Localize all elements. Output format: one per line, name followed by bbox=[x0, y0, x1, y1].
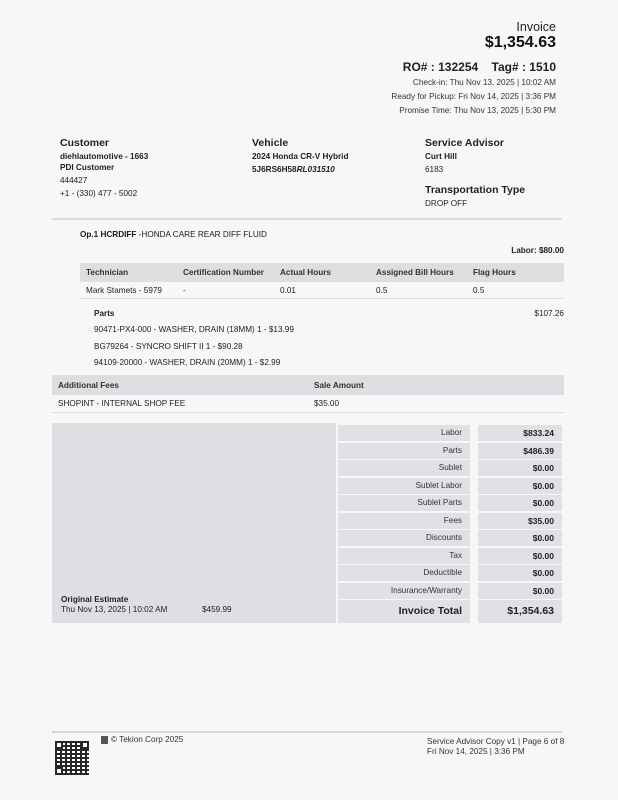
part-item: 90471-PX4-000 - WASHER, DRAIN (18MM) 1 - $13.99 bbox=[94, 325, 294, 334]
actual-hours: 0.01 bbox=[280, 286, 296, 295]
original-estimate-date: Thu Nov 13, 2025 | 10:02 AM bbox=[61, 605, 168, 614]
customer-phone: +1 - (330) 477 - 5002 bbox=[60, 189, 138, 198]
service-advisor-name: Curt Hill bbox=[425, 152, 457, 161]
summary-label: Sublet Labor bbox=[338, 478, 470, 494]
th-flag-hours: Flag Hours bbox=[473, 268, 516, 277]
summary-value: $0.00 bbox=[478, 478, 562, 494]
additional-fees-header bbox=[52, 375, 564, 395]
summary-label: Insurance/Warranty bbox=[338, 583, 470, 599]
summary-row bbox=[338, 565, 562, 581]
summary-label: Deductible bbox=[338, 565, 470, 581]
invoice-total-header: $1,354.63 bbox=[484, 34, 556, 51]
estimate-panel bbox=[52, 423, 336, 623]
operation-code: Op.1 HCRDIFF bbox=[80, 230, 137, 239]
summary-row bbox=[338, 530, 562, 546]
summary-row bbox=[338, 583, 562, 599]
vehicle-vin bbox=[252, 165, 335, 174]
vehicle-label: Vehicle bbox=[252, 137, 289, 149]
check-in-time: Check-in: Thu Nov 13, 2025 | 10:02 AM bbox=[412, 78, 556, 87]
service-advisor-label: Service Advisor bbox=[425, 137, 504, 149]
th-assigned-bill-hours: Assigned Bill Hours bbox=[376, 268, 454, 277]
customer-name: diehlautomotive - 1663 bbox=[60, 152, 149, 161]
summary-label: Sublet bbox=[338, 460, 470, 476]
original-estimate-label: Original Estimate bbox=[61, 595, 129, 604]
technician-name: Mark Stamets - 5979 bbox=[86, 286, 162, 295]
summary-label: Tax bbox=[338, 548, 470, 564]
summary-label: Labor bbox=[338, 425, 470, 441]
parts-label: Parts bbox=[94, 309, 115, 318]
vin-prefix: 5J6RS6H58 bbox=[252, 165, 297, 174]
parts-total: $107.26 bbox=[534, 309, 564, 318]
th-technician: Technician bbox=[86, 268, 129, 277]
vehicle-model: 2024 Honda CR-V Hybrid bbox=[252, 152, 349, 161]
th-actual-hours: Actual Hours bbox=[280, 268, 331, 277]
part-item: BG79264 - SYNCRO SHIFT II 1 - $90.28 bbox=[94, 342, 243, 351]
copy-info: Service Advisor Copy v1 | Page 6 of 8 bbox=[427, 737, 565, 746]
tekion-logo-icon bbox=[101, 736, 108, 744]
service-advisor-id: 6183 bbox=[425, 165, 444, 174]
summary-value: $833.24 bbox=[478, 425, 562, 441]
summary-value: $0.00 bbox=[478, 495, 562, 511]
operation-description: -HONDA CARE REAR DIFF FLUID bbox=[136, 230, 267, 239]
th-certification-number: Certification Number bbox=[183, 268, 264, 277]
th-sale-amount: Sale Amount bbox=[314, 381, 364, 390]
section-divider bbox=[52, 218, 562, 220]
fee-description: SHOPINT - INTERNAL SHOP FEE bbox=[58, 399, 186, 408]
summary-row bbox=[338, 548, 562, 564]
assigned-bill-hours: 0.5 bbox=[376, 286, 388, 295]
summary-value: $0.00 bbox=[478, 530, 562, 546]
summary-value: $0.00 bbox=[478, 565, 562, 581]
summary-value: $486.39 bbox=[478, 443, 562, 459]
summary-row bbox=[338, 495, 562, 511]
summary-label: Fees bbox=[338, 513, 470, 529]
summary-label: Sublet Parts bbox=[338, 495, 470, 511]
operation-labor: Labor: $80.00 bbox=[511, 246, 564, 255]
part-item: 94109-20000 - WASHER, DRAIN (20MM) 1 - $2.99 bbox=[94, 358, 281, 367]
footer-divider bbox=[52, 731, 562, 733]
summary-label: Parts bbox=[338, 443, 470, 459]
customer-label: Customer bbox=[60, 137, 110, 149]
invoice-total-label: Invoice Total bbox=[338, 600, 470, 623]
summary-row bbox=[338, 443, 562, 459]
invoice-title: Invoice bbox=[516, 20, 556, 34]
summary-row bbox=[338, 460, 562, 476]
flag-hours: 0.5 bbox=[473, 286, 485, 295]
copyright: © Tekion Corp 2025 bbox=[111, 735, 184, 744]
customer-id: 444427 bbox=[60, 176, 88, 185]
operation-title bbox=[80, 230, 267, 239]
transportation-value: DROP OFF bbox=[425, 199, 468, 208]
ready-for-pickup-time: Ready for Pickup: Fri Nov 14, 2025 | 3:36 PM bbox=[391, 92, 556, 101]
vin-suffix: RL031510 bbox=[296, 165, 335, 174]
summary-value: $0.00 bbox=[478, 583, 562, 599]
printed-date: Fri Nov 14, 2025 | 3:36 PM bbox=[427, 747, 525, 756]
summary-value: $0.00 bbox=[478, 460, 562, 476]
certification-number: - bbox=[183, 286, 186, 295]
summary-label: Discounts bbox=[338, 530, 470, 546]
original-estimate-amount: $459.99 bbox=[202, 605, 232, 614]
fee-amount: $35.00 bbox=[314, 399, 340, 408]
transportation-label: Transportation Type bbox=[425, 184, 526, 196]
summary-value: $0.00 bbox=[478, 548, 562, 564]
ro-tag-number: RO# : 132254 Tag# : 1510 bbox=[402, 60, 556, 74]
summary-row bbox=[338, 425, 562, 441]
summary-row bbox=[338, 513, 562, 529]
promise-time: Promise Time: Thu Nov 13, 2025 | 5:30 PM bbox=[399, 106, 556, 115]
summary-row bbox=[338, 478, 562, 494]
customer-type: PDI Customer bbox=[60, 163, 115, 172]
th-additional-fees: Additional Fees bbox=[58, 381, 119, 390]
invoice-total-value: $1,354.63 bbox=[478, 600, 562, 623]
qr-code-icon bbox=[55, 741, 89, 775]
summary-value: $35.00 bbox=[478, 513, 562, 529]
